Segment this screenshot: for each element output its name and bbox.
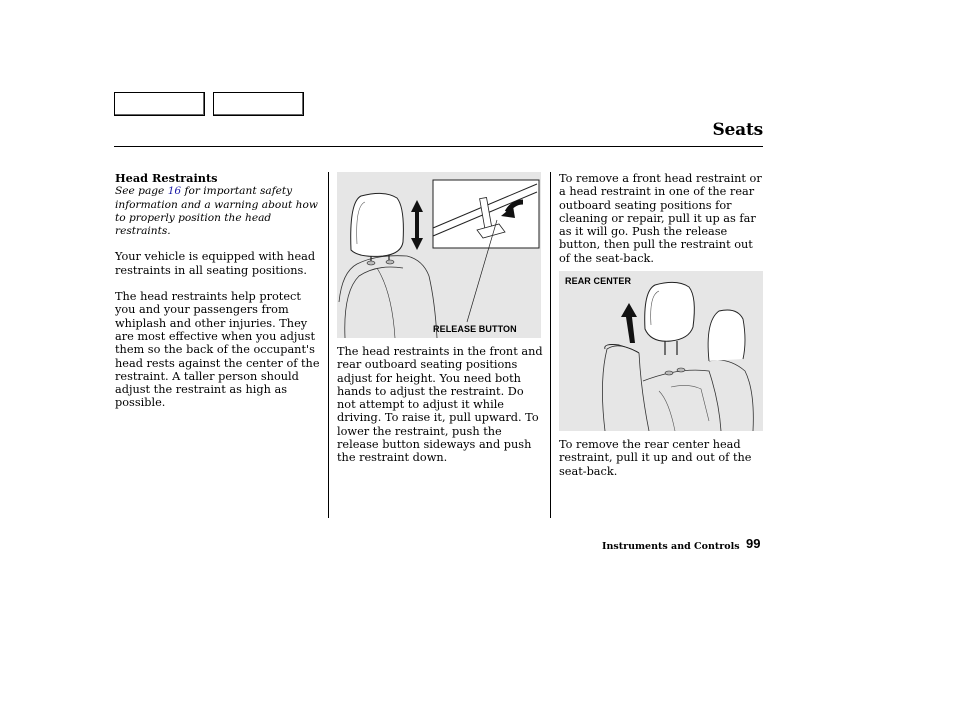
column-3-lower-text (559, 438, 759, 478)
paragraph: The head restraints help protect you and your passengers from whiplash and other injuries. They are most effective when you adjust them so the back of the occupant's head rests against the center of the restraint. A taller person should adjust the restraint as high as possible. (115, 290, 320, 410)
rear-center-illustration (559, 271, 763, 431)
nav-button-2[interactable] (213, 92, 304, 116)
column-2-text (337, 345, 543, 465)
rear-seat-illustration (559, 271, 763, 431)
column-divider-1 (328, 172, 329, 518)
rear-center-label: REAR CENTER (565, 276, 632, 286)
see-page-suffix: for important safety information and a warning about how to properly position the head restraints. (115, 185, 318, 238)
page-number: 99 (746, 536, 761, 551)
release-button-label: RELEASE BUTTON (433, 324, 517, 334)
column-divider-2 (550, 172, 551, 518)
title-divider (114, 146, 763, 147)
paragraph: The head restraints in the front and rear outboard seating positions adjust for height. You need both hands to adjust the restraint. Do not attempt to adjust it while driving. To raise it, pull upward. To lower the restraint, push the release button sideways and push the restraint down. (337, 345, 543, 465)
release-button-illustration (337, 172, 541, 338)
paragraph: To remove a front head restraint or a head restraint in one of the rear outboard seating positions for cleaning or repair, pull it up as far as it will go. Push the release button, then pull the restraint out of the seat-back. (559, 172, 762, 265)
paragraph: Your vehicle is equipped with head restraints in all seating positions. (115, 250, 316, 277)
footer-section-name: Instruments and Controls (602, 541, 740, 552)
column-3-text (559, 172, 765, 265)
page-title: Seats (712, 120, 763, 140)
see-page-prefix: See page (115, 185, 168, 198)
head-restraint-illustration (337, 172, 541, 338)
column-1 (115, 172, 321, 410)
section-heading: Head Restraints (115, 171, 218, 185)
nav-button-1[interactable] (114, 92, 205, 116)
paragraph: To remove the rear center head restraint, pull it up and out of the seat-back. (559, 438, 752, 478)
page-link-16[interactable]: 16 (167, 185, 182, 198)
see-page-note (115, 185, 321, 238)
